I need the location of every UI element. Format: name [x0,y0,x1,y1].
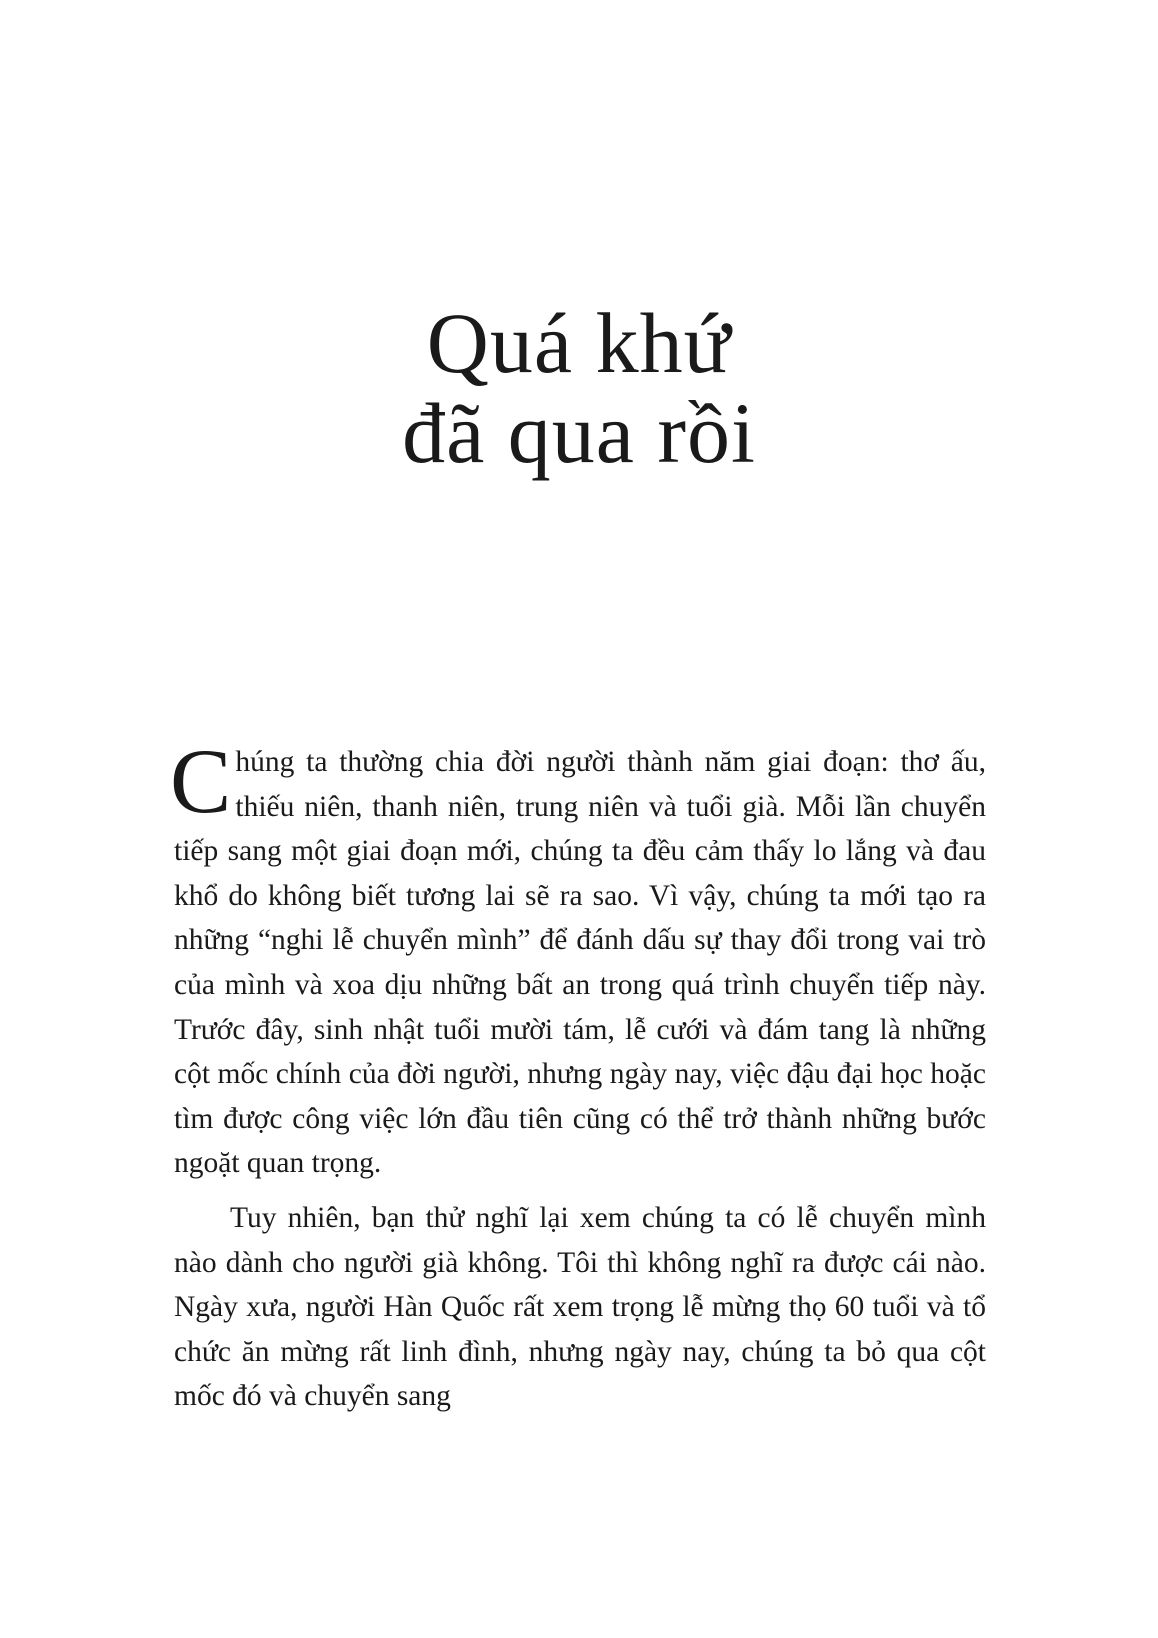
paragraph-opening: Chúng ta thường chia đời người thành năm giai đoạn: thơ ấu, thiếu niên, thanh niên, trung niên và tuổi già. Mỗi lần chuyển tiếp sang một giai đoạn mới, chúng ta đều cảm thấy lo lắng và đau khổ do không biết tương lai sẽ ra sao. Vì vậy, chúng ta mới tạo ra những “nghi lễ chuyển mình” để đánh dấu sự thay đổi trong vai trò của mình và xoa dịu những bất an trong quá trình chuyển tiếp này. Trước đây, sinh nhật tuổi mười tám, lễ cưới và đám tang là những cột mốc chính của đời người, nhưng ngày nay, việc đậu đại học hoặc tìm được công việc lớn đầu tiên cũng có thể trở thành những bước ngoặt quan trọng. [170,730,986,1180]
chapter-title-line-2: đã qua rồi [402,385,756,481]
chapter-title-line-1: Quá khứ [426,295,732,391]
body-text [170,730,986,1419]
chapter-title [0,295,1158,481]
paragraph-second: Tuy nhiên, bạn thử nghĩ lại xem chúng ta có lễ chuyển mình nào dành cho người già không. Tôi thì không nghĩ ra được cái nào. Ngày xưa, người Hàn Quốc rất xem trọng lễ mừng thọ 60 tuổi và tổ chức ăn mừng rất linh đình, nhưng ngày nay, chúng ta bỏ qua cột mốc đó và chuyển sang [174,1201,986,1413]
